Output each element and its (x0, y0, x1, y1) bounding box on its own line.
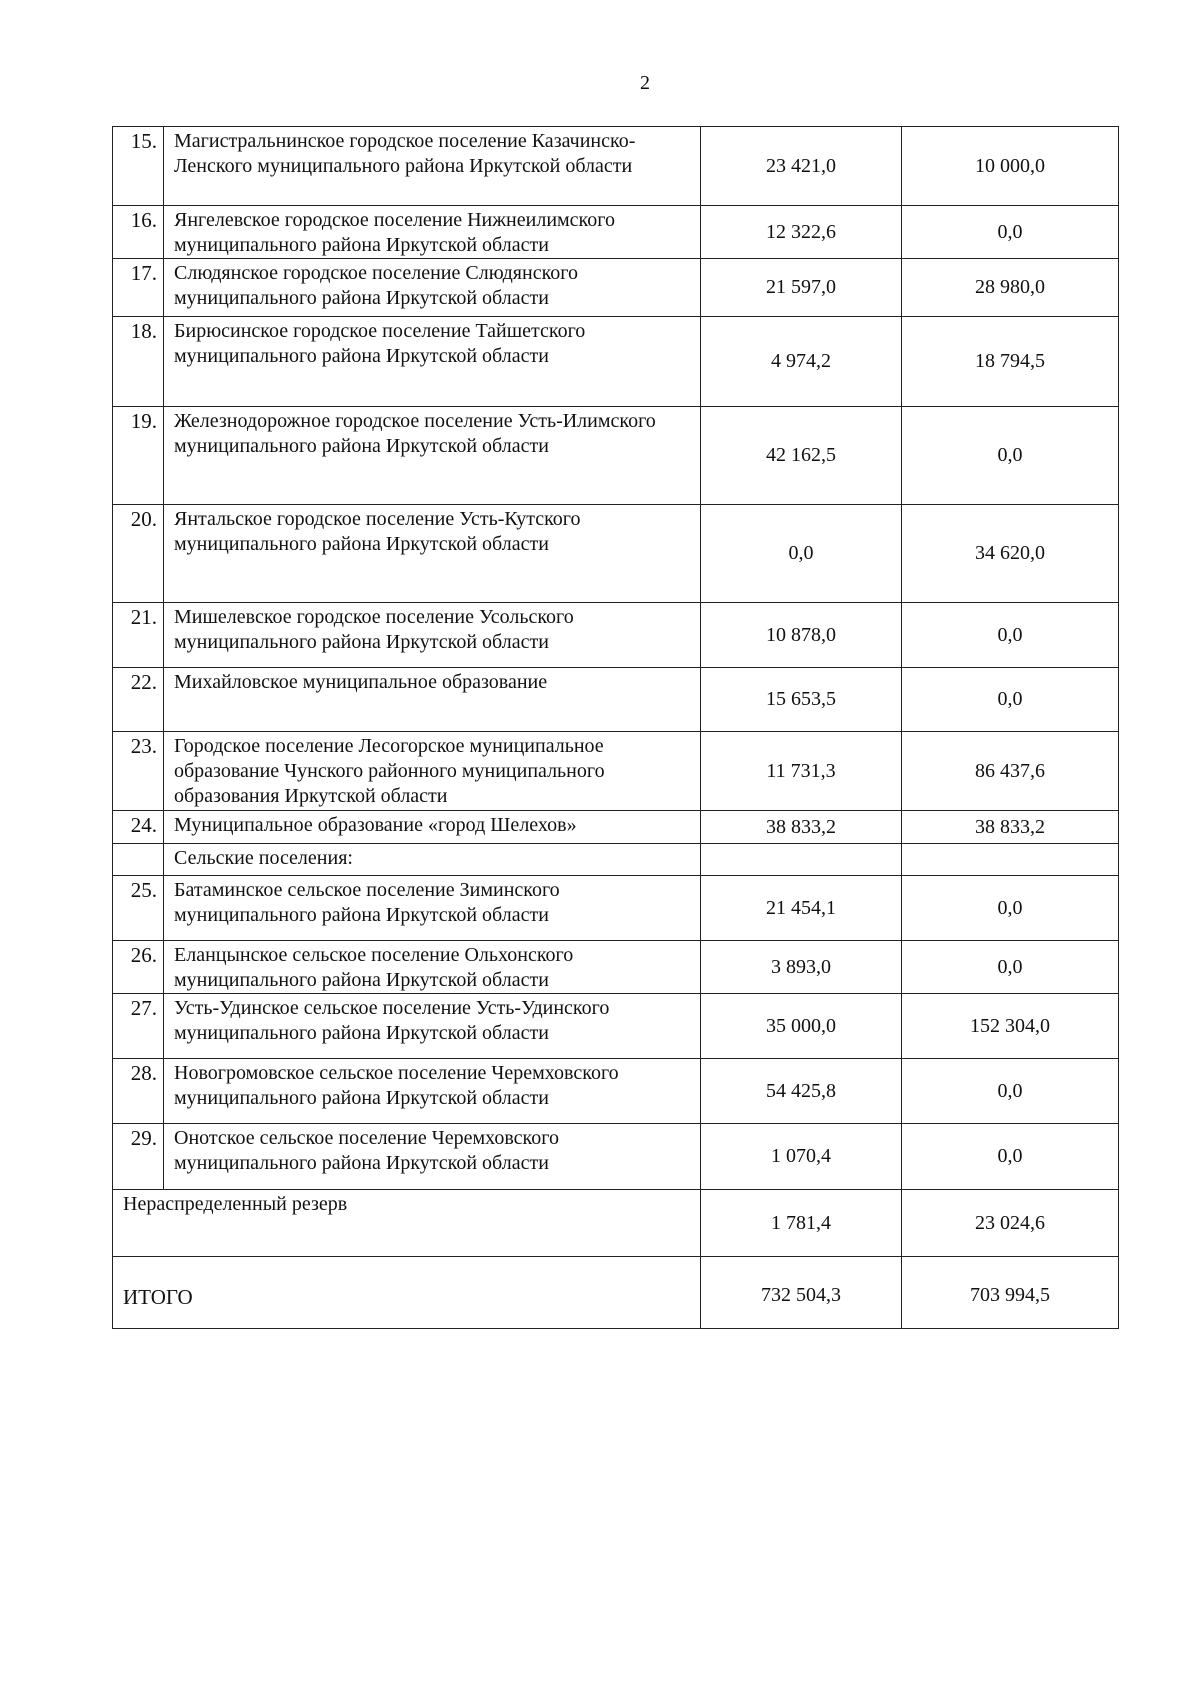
allocation-table (112, 126, 1119, 1329)
row-number: 20. (113, 505, 164, 603)
row-value-1: 42 162,5 (701, 407, 902, 505)
total-value-1: 732 504,3 (701, 1257, 902, 1329)
row-name: Янтальское городское поселение Усть-Кутского муниципального района Иркутской области (164, 505, 701, 603)
row-value-2: 0,0 (902, 1059, 1119, 1124)
row-number: 29. (113, 1124, 164, 1190)
row-value-1: 11 731,3 (701, 732, 902, 811)
row-value-1: 23 421,0 (701, 127, 902, 206)
table-row (113, 317, 1119, 407)
row-value-1: 3 893,0 (701, 941, 902, 994)
row-number: 28. (113, 1059, 164, 1124)
row-value-1: 21 597,0 (701, 259, 902, 317)
table-row (113, 259, 1119, 317)
row-value-1: 12 322,6 (701, 206, 902, 259)
row-value-2: 0,0 (902, 407, 1119, 505)
table-row-section-header (113, 844, 1119, 876)
row-name: Новогромовское сельское поселение Черемховского муниципального района Иркутской области (164, 1059, 701, 1124)
row-name: Батаминское сельское поселение Зиминского муниципального района Иркутской области (164, 876, 701, 941)
row-name: Усть-Удинское сельское поселение Усть-Удинского муниципального района Иркутской области (164, 994, 701, 1059)
row-value-1: 21 454,1 (701, 876, 902, 941)
row-number: 19. (113, 407, 164, 505)
row-value-1: 10 878,0 (701, 603, 902, 668)
row-value-1: 4 974,2 (701, 317, 902, 407)
row-value-2: 0,0 (902, 1124, 1119, 1190)
row-name: Мишелевское городское поселение Усольского муниципального района Иркутской области (164, 603, 701, 668)
row-name: Еланцынское сельское поселение Ольхонского муниципального района Иркутской области (164, 941, 701, 994)
row-value-2: 0,0 (902, 603, 1119, 668)
row-name: Михайловское муниципальное образование (164, 668, 701, 732)
reserve-value-2: 23 024,6 (902, 1190, 1119, 1257)
row-number: 26. (113, 941, 164, 994)
row-value-2: 86 437,6 (902, 732, 1119, 811)
row-value-1: 0,0 (701, 505, 902, 603)
table-row (113, 206, 1119, 259)
row-value-2: 34 620,0 (902, 505, 1119, 603)
row-number (113, 844, 164, 876)
row-name: Городское поселение Лесогорское муниципальное образование Чунского районного муниципального образования Иркутской области (164, 732, 701, 811)
row-number: 25. (113, 876, 164, 941)
row-value-2: 0,0 (902, 206, 1119, 259)
table-row (113, 1124, 1119, 1190)
table-row (113, 732, 1119, 811)
page-number: 2 (640, 72, 650, 94)
row-name: Янгелевское городское поселение Нижнеилимского муниципального района Иркутской области (164, 206, 701, 259)
row-number: 24. (113, 811, 164, 844)
row-number: 23. (113, 732, 164, 811)
table-row (113, 811, 1119, 844)
table-row (113, 1059, 1119, 1124)
total-value-2: 703 994,5 (902, 1257, 1119, 1329)
row-name: Онотское сельское поселение Черемховского муниципального района Иркутской области (164, 1124, 701, 1190)
row-value-2: 152 304,0 (902, 994, 1119, 1059)
row-value-2: 0,0 (902, 941, 1119, 994)
table-row (113, 876, 1119, 941)
total-label: ИТОГО (113, 1257, 701, 1329)
reserve-value-1: 1 781,4 (701, 1190, 902, 1257)
row-value-1: 54 425,8 (701, 1059, 902, 1124)
row-value-2: 28 980,0 (902, 259, 1119, 317)
reserve-label: Нераспределенный резерв (113, 1190, 701, 1257)
row-value-1: 1 070,4 (701, 1124, 902, 1190)
reserve-row (113, 1190, 1119, 1257)
row-number: 27. (113, 994, 164, 1059)
row-number: 18. (113, 317, 164, 407)
row-number: 15. (113, 127, 164, 206)
row-name: Муниципальное образование «город Шелехов» (164, 811, 701, 844)
row-number: 21. (113, 603, 164, 668)
table-row (113, 407, 1119, 505)
table-row (113, 505, 1119, 603)
row-number: 16. (113, 206, 164, 259)
row-value-2: 0,0 (902, 668, 1119, 732)
row-value-2: 0,0 (902, 876, 1119, 941)
row-name: Слюдянское городское поселение Слюдянского муниципального района Иркутской области (164, 259, 701, 317)
row-value-1 (701, 844, 902, 876)
row-value-1: 15 653,5 (701, 668, 902, 732)
row-name: Железнодорожное городское поселение Усть-Илимского муниципального района Иркутской области (164, 407, 701, 505)
row-number: 17. (113, 259, 164, 317)
row-name: Бирюсинское городское поселение Тайшетского муниципального района Иркутской области (164, 317, 701, 407)
row-value-2: 10 000,0 (902, 127, 1119, 206)
row-value-2: 18 794,5 (902, 317, 1119, 407)
row-value-1: 35 000,0 (701, 994, 902, 1059)
section-header: Сельские поселения: (164, 844, 701, 876)
table-row (113, 668, 1119, 732)
table-row (113, 994, 1119, 1059)
table-row (113, 603, 1119, 668)
row-value-2 (902, 844, 1119, 876)
table-row (113, 127, 1119, 206)
row-number: 22. (113, 668, 164, 732)
row-value-1: 38 833,2 (701, 811, 902, 844)
row-value-2: 38 833,2 (902, 811, 1119, 844)
table-row (113, 941, 1119, 994)
row-name: Магистральнинское городское поселение Казачинско-Ленского муниципального района Иркутской области (164, 127, 701, 206)
total-row (113, 1257, 1119, 1329)
